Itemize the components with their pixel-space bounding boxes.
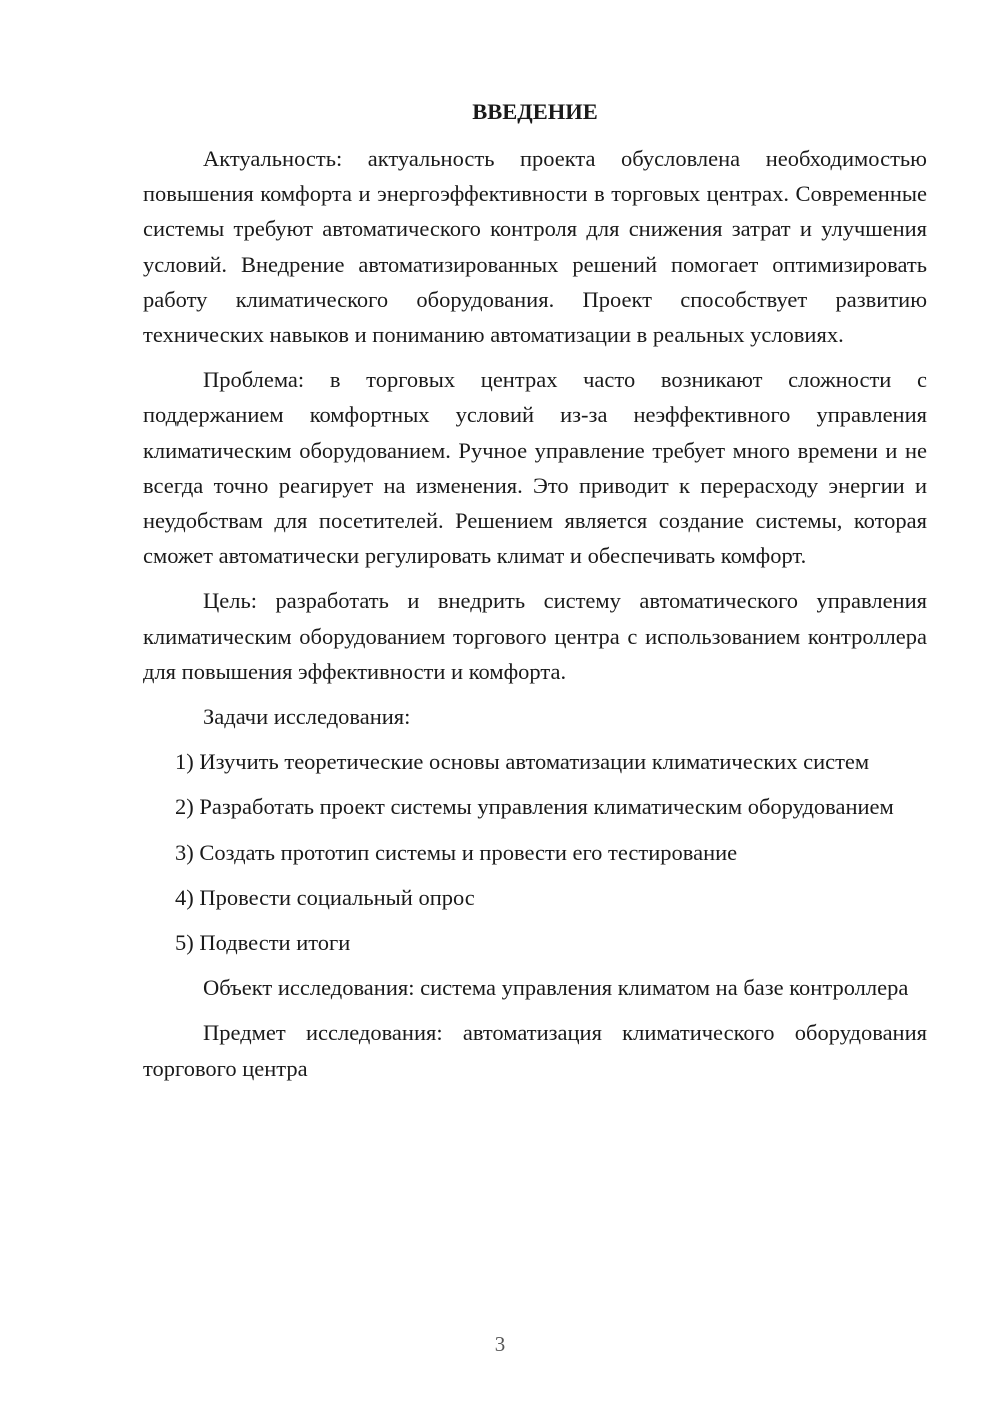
page-number: 3 <box>494 1332 506 1356</box>
task-item-4: 4) Провести социальный опрос <box>175 884 475 910</box>
goal-paragraph: Цель: разработать и внедрить систему автоматического управления климатическим оборудованием торгового центра с использованием контроллера для повышения эффективности и комфорта. <box>143 588 927 684</box>
task-item-5: 5) Подвести итоги <box>175 930 351 956</box>
subject-paragraph: Предмет исследования: автоматизация климатического оборудования торгового центра <box>143 1020 927 1081</box>
task-item-3: 3) Создать прототип системы и провести его тестирование <box>175 839 738 865</box>
tasks-heading: Задачи исследования: <box>203 704 411 730</box>
page-title: ВВЕДЕНИЕ <box>472 99 598 124</box>
relevance-paragraph: Актуальность: актуальность проекта обусловлена необходимостью повышения комфорта и энергоэффективности в торговых центрах. Современные системы требуют автоматического контроля для снижения затрат и улучшения условий. Внедрение автоматизированных решений помогает оптимизировать работу климатического оборудования. Проект способствует развитию технических навыков и пониманию автоматизации в реальных условиях. <box>143 146 927 348</box>
page-content <box>143 94 927 1096</box>
object-paragraph: Объект исследования: система управления климатом на базе контроллера <box>203 975 909 1001</box>
task-item-1: 1) Изучить теоретические основы автоматизации климатических систем <box>175 749 870 775</box>
task-item-2: 2) Разработать проект системы управления климатическим оборудованием <box>175 794 894 820</box>
problem-paragraph: Проблема: в торговых центрах часто возникают сложности с поддержанием комфортных условий из-за неэффективного управления климатическим оборудованием. Ручное управление требует много времени и не всегда точно реагирует на изменения. Это приводит к перерасходу энергии и неудобствам для посетителей. Решением является создание системы, которая сможет автоматически регулировать климат и обеспечивать комфорт. <box>143 367 927 569</box>
